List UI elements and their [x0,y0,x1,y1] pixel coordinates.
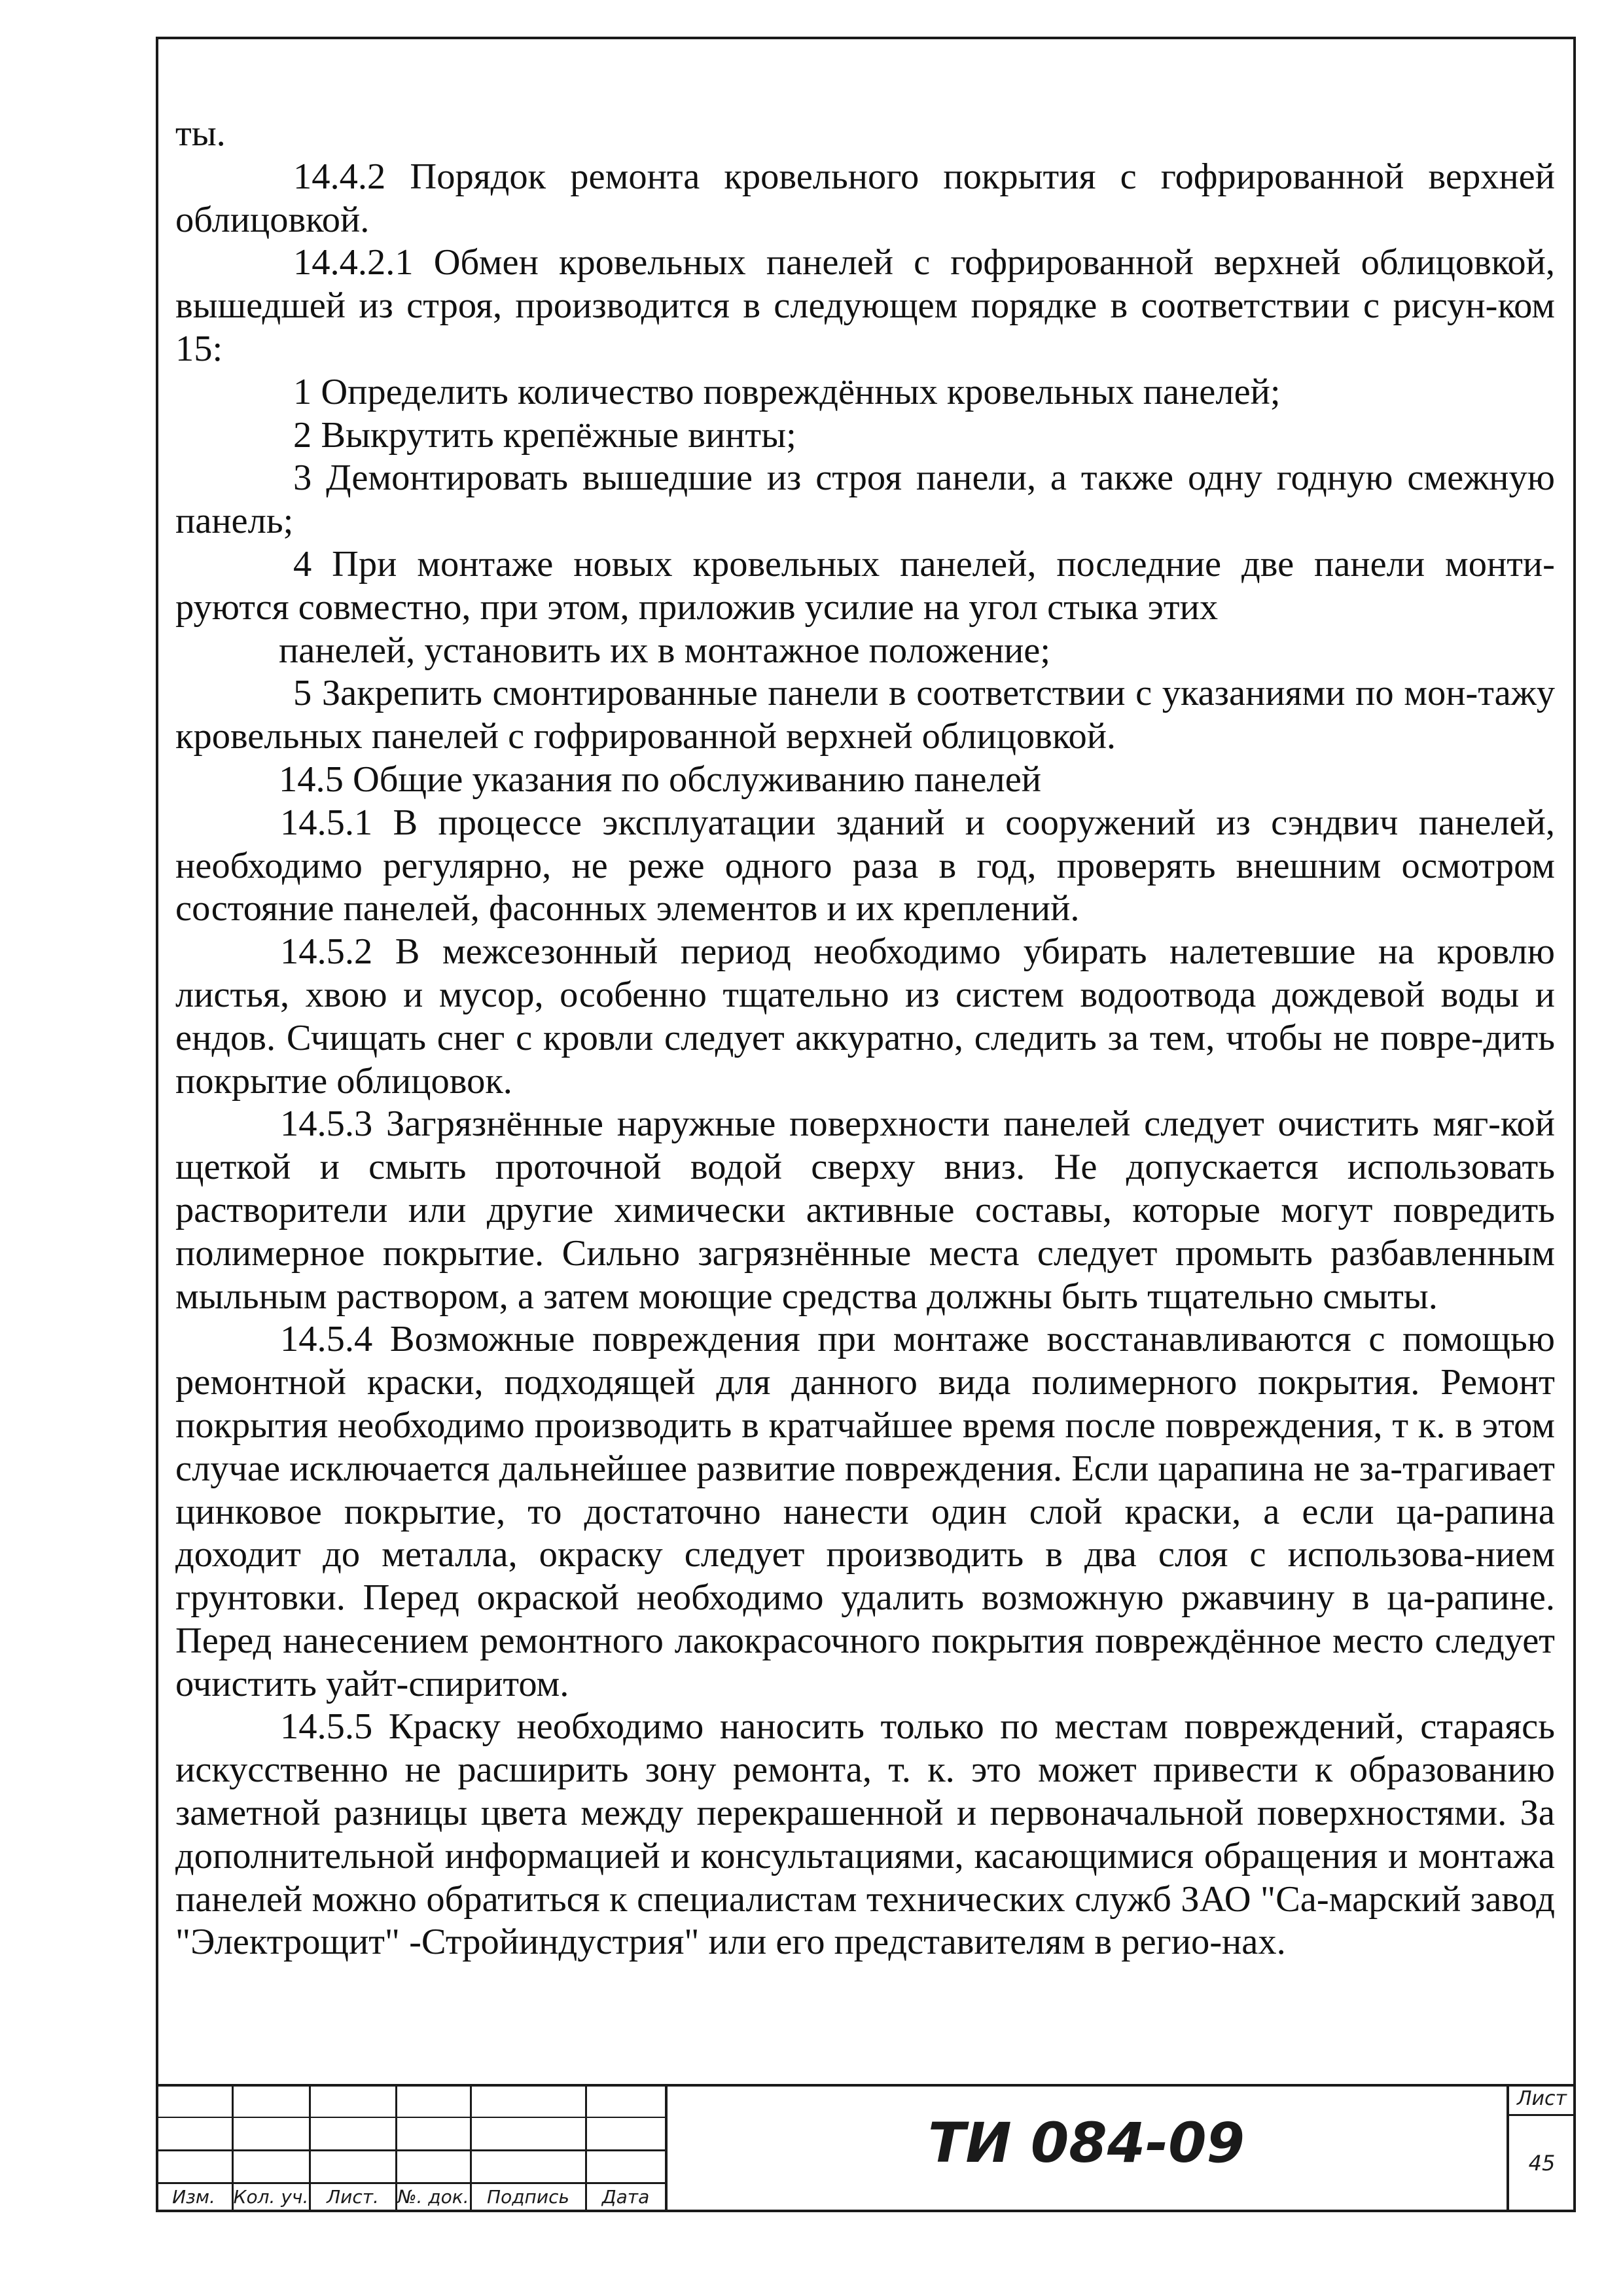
title-block [156,2084,1576,2212]
header-date: Дата [601,2186,650,2208]
paragraph: ты. [175,113,226,154]
document-body [175,113,1555,1964]
header-list: Лист. [327,2186,379,2208]
paragraph: 5 Закрепить смонтированные панели в соответствии с указаниями по мон-тажу кровельных панелей с гофрированной верхней облицовкой. [175,673,1555,757]
paragraph: панелей, установить их в монтажное положение; [279,630,1051,671]
title-block-top-line [156,2084,1576,2087]
paragraph: 3 Демонтировать вышедшие из строя панели, а также одну годную смежную панель; [175,457,1555,542]
paragraph: 14.5.1 В процессе эксплуатации зданий и сооружений из сэндвич панелей, необходимо регулярно, не реже одного раза в год, проверять внешним осмотром состояние панелей, фасонных элементов и их креплений. [175,802,1555,929]
header-doc-number: №. док. [397,2186,469,2208]
header-izm: Изм. [172,2186,215,2208]
paragraph: 14.5 Общие указания по обслуживанию панелей [279,759,1042,800]
header-kol-uch: Кол. уч. [233,2186,309,2208]
paragraph: 14.5.2 В межсезонный период необходимо убирать налетевшие на кровлю листья, хвою и мусор, особенно тщательно из систем водоотвода дождевой воды и ендов. Счищать снег с кровли следует аккуратно, следить за тем, чтобы не повре-дить покрытие облицовок. [175,931,1555,1102]
paragraph: 14.5.3 Загрязнённые наружные поверхности панелей следует очистить мяг-кой щеткой и смыть проточной водой сверху вниз. Не допускается использовать растворители или другие химически активные составы, которые могут повредить полимерное покрытие. Сильно загрязнённые места следует промыть разбавленным мыльным раствором, а затем моющие средства должны быть тщательно смыты. [175,1103,1555,1317]
paragraph: 14.4.2 Порядок ремонта кровельного покрытия с гофрированной верхней облицовкой. [175,156,1555,240]
document-number: ТИ 084-09 [928,2111,1245,2175]
paragraph: 14.4.2.1 Обмен кровельных панелей с гофрированной верхней облицовкой, вышедшей из строя, производится в следующем порядке в соответствии с рисун-ком 15: [175,242,1555,369]
paragraph: 14.5.4 Возможные повреждения при монтаже восстанавливаются с помощью ремонтной краски, подходящей для данного вида полимерного покрытия. Ремонт покрытия необходимо производить в кратчайшее время после повреждения, т к. в этом случае исключается дальнейшее развитие повреждения. Если царапина не за-трагивает цинковое покрытие, то достаточно нанести один слой краски, а если ца-рапина доходит до металла, окраску следует производить в два слоя с использова-нием грунтовки. Перед окраской необходимо удалить возможную ржавчину в ца-рапине. Перед нанесением ремонтного лакокрасочного покрытия повреждённое место следует очистить уайт-спиритом. [175,1319,1555,1704]
sheet-number: 45 [1528,2151,1556,2176]
sheet-label: Лист [1516,2087,1567,2110]
paragraph: 4 При монтаже новых кровельных панелей, последние две панели монти-руются совместно, при этом, приложив усилие на угол стыка этих [175,543,1555,628]
paragraph: 2 Выкрутить крепёжные винты; [293,414,796,456]
header-signature: Подпись [487,2186,569,2208]
paragraph: 1 Определить количество повреждённых кровельных панелей; [293,371,1281,412]
paragraph: 14.5.5 Краску необходимо наносить только по местам повреждений, стараясь искусственно не расширить зону ремонта, т. к. это может привести к образованию заметной разницы цвета между перекрашенной и первоначальной поверхностями. За дополнительной информацией и консультациями, касающимися обращения и монтажа панелей можно обратиться к специалистам технических служб ЗАО "Са-марский завод "Электрощит" -Стройиндустрия" или его представителям в регио-нах. [175,1706,1555,1963]
